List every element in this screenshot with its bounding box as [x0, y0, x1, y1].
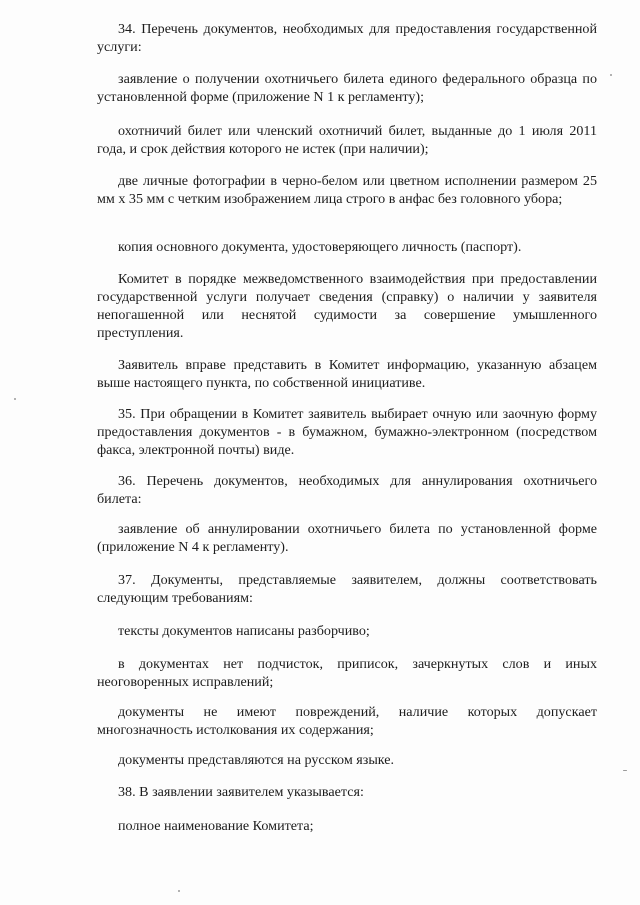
- paragraph-requirement-no-corrections: в документах нет подчисток, приписок, зачеркнутых слов и иных неоговоренных исправлений;: [97, 656, 597, 690]
- paragraph-hunting-ticket-item: охотничий билет или членский охотничий билет, выданные до 1 июля 2011 года, и срок действия которого не истек (при наличии);: [97, 123, 597, 157]
- paragraph-passport-item: копия основного документа, удостоверяющего личность (паспорт).: [118, 239, 522, 255]
- paragraph-photos-item: две личные фотографии в черно-белом или цветном исполнении размером 25 мм x 35 мм с четким изображением лица строго в анфас без головного убора;: [97, 173, 597, 207]
- scan-speck: [14, 398, 16, 400]
- paragraph-application-item: заявление о получении охотничьего билета единого федерального образца по установленной форме (приложение N 1 к регламенту);: [97, 71, 597, 105]
- paragraph-annulment-application: заявление об аннулировании охотничьего билета по установленной форме (приложение N 4 к регламенту).: [97, 521, 597, 555]
- scan-speck: [178, 890, 180, 892]
- paragraph-committee-request: Комитет в порядке межведомственного взаимодействия при предоставлении государственной услуги получает сведения (справку) о наличии у заявителя непогашенной или неснятой судимости за совершение умышленного преступления.: [97, 271, 597, 341]
- paragraph-applicant-right: Заявитель вправе представить в Комитет информацию, указанную абзацем выше настоящего пункта, по собственной инициативе.: [97, 357, 597, 391]
- paragraph-requirement-legible: тексты документов написаны разборчиво;: [118, 623, 370, 639]
- scan-speck: [610, 74, 612, 76]
- paragraph-requirement-russian: документы представляются на русском языке.: [118, 752, 395, 768]
- paragraph-36-heading: 36. Перечень документов, необходимых для аннулирования охотничьего билета:: [97, 473, 597, 507]
- paragraph-38-heading: 38. В заявлении заявителем указывается:: [118, 784, 364, 800]
- scan-speck: [623, 770, 627, 771]
- paragraph-34-heading: 34. Перечень документов, необходимых для предоставления государственной услуги:: [97, 21, 597, 55]
- paragraph-requirement-no-damage: документы не имеют повреждений, наличие которых допускает многозначность истолкования их содержания;: [97, 704, 597, 738]
- paragraph-committee-name: полное наименование Комитета;: [118, 818, 314, 834]
- paragraph-37-heading: 37. Документы, представляемые заявителем, должны соответствовать следующим требованиям:: [97, 572, 597, 606]
- paragraph-35: 35. При обращении в Комитет заявитель выбирает очную или заочную форму предоставления документов - в бумажном, бумажно-электронном (посредством факса, электронной почты) виде.: [97, 406, 597, 458]
